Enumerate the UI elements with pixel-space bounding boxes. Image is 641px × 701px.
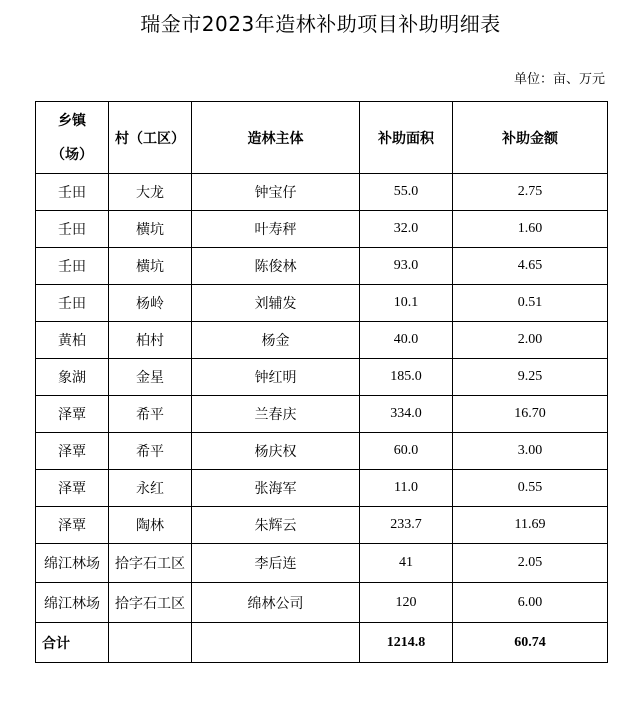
cell-entity: 钟宝仔 <box>192 174 360 211</box>
header-township-line1: 乡镇 <box>58 112 86 129</box>
cell-area: 11.0 <box>360 470 453 507</box>
header-area: 补助面积 <box>360 102 453 174</box>
table-row <box>36 583 608 623</box>
cell-amount: 2.05 <box>453 544 608 583</box>
cell-area: 32.0 <box>360 211 453 248</box>
cell-amount: 3.00 <box>453 433 608 470</box>
table-row <box>36 174 608 211</box>
cell-amount: 1.60 <box>453 211 608 248</box>
cell-amount: 2.00 <box>453 322 608 359</box>
cell-village: 柏村 <box>109 322 192 359</box>
cell-area: 10.1 <box>360 285 453 322</box>
table-row <box>36 433 608 470</box>
cell-entity: 绵林公司 <box>192 583 360 623</box>
cell-entity: 陈俊林 <box>192 248 360 285</box>
table-row <box>36 211 608 248</box>
cell-area: 334.0 <box>360 396 453 433</box>
cell-amount: 0.51 <box>453 285 608 322</box>
cell-entity: 朱辉云 <box>192 507 360 544</box>
cell-entity: 杨庆权 <box>192 433 360 470</box>
header-village: 村（工区） <box>109 102 192 174</box>
cell-amount: 16.70 <box>453 396 608 433</box>
cell-township: 泽覃 <box>36 507 109 544</box>
cell-amount: 6.00 <box>453 583 608 623</box>
cell-area: 120 <box>360 583 453 623</box>
cell-amount: 4.65 <box>453 248 608 285</box>
cell-township: 黄柏 <box>36 322 109 359</box>
table-row <box>36 285 608 322</box>
cell-village: 大龙 <box>109 174 192 211</box>
page-title: 瑞金市2023年造林补助项目补助明细表 <box>140 12 501 36</box>
unit-note: 单位：亩、万元 <box>513 72 605 87</box>
cell-entity: 张海军 <box>192 470 360 507</box>
cell-amount: 0.55 <box>453 470 608 507</box>
header-township-line2: （场） <box>51 146 93 163</box>
cell-entity: 兰春庆 <box>192 396 360 433</box>
total-label: 合计 <box>36 623 109 663</box>
cell-township: 壬田 <box>36 211 109 248</box>
cell-township: 壬田 <box>36 285 109 322</box>
cell-entity: 钟红明 <box>192 359 360 396</box>
cell-area: 41 <box>360 544 453 583</box>
cell-township: 绵江林场 <box>36 544 109 583</box>
cell-entity: 刘辅发 <box>192 285 360 322</box>
cell-amount: 9.25 <box>453 359 608 396</box>
cell-village: 希平 <box>109 433 192 470</box>
header-row <box>36 102 608 174</box>
cell-entity: 叶寿秤 <box>192 211 360 248</box>
cell-township: 壬田 <box>36 174 109 211</box>
cell-village: 希平 <box>109 396 192 433</box>
table-row <box>36 544 608 583</box>
cell-township: 壬田 <box>36 248 109 285</box>
table-row <box>36 359 608 396</box>
cell-village: 横坑 <box>109 211 192 248</box>
header-amount: 补助金额 <box>453 102 608 174</box>
total-empty-village <box>109 623 192 663</box>
cell-amount: 2.75 <box>453 174 608 211</box>
cell-area: 55.0 <box>360 174 453 211</box>
table-row <box>36 396 608 433</box>
cell-area: 40.0 <box>360 322 453 359</box>
table-row <box>36 470 608 507</box>
cell-village: 陶林 <box>109 507 192 544</box>
total-row <box>36 623 608 663</box>
total-amount: 60.74 <box>453 623 608 663</box>
header-entity: 造林主体 <box>192 102 360 174</box>
cell-township: 绵江林场 <box>36 583 109 623</box>
subsidy-table <box>35 101 608 663</box>
cell-village: 拾字石工区 <box>109 583 192 623</box>
cell-township: 泽覃 <box>36 396 109 433</box>
cell-township: 象湖 <box>36 359 109 396</box>
cell-amount: 11.69 <box>453 507 608 544</box>
cell-village: 金星 <box>109 359 192 396</box>
cell-village: 永红 <box>109 470 192 507</box>
cell-area: 60.0 <box>360 433 453 470</box>
cell-village: 横坑 <box>109 248 192 285</box>
table-row <box>36 507 608 544</box>
cell-village: 杨岭 <box>109 285 192 322</box>
cell-township: 泽覃 <box>36 470 109 507</box>
header-township <box>36 102 109 174</box>
total-area: 1214.8 <box>360 623 453 663</box>
cell-entity: 杨金 <box>192 322 360 359</box>
cell-area: 185.0 <box>360 359 453 396</box>
total-empty-entity <box>192 623 360 663</box>
table-row <box>36 322 608 359</box>
cell-area: 93.0 <box>360 248 453 285</box>
cell-township: 泽覃 <box>36 433 109 470</box>
table-row <box>36 248 608 285</box>
cell-area: 233.7 <box>360 507 453 544</box>
cell-village: 拾字石工区 <box>109 544 192 583</box>
cell-entity: 李后连 <box>192 544 360 583</box>
